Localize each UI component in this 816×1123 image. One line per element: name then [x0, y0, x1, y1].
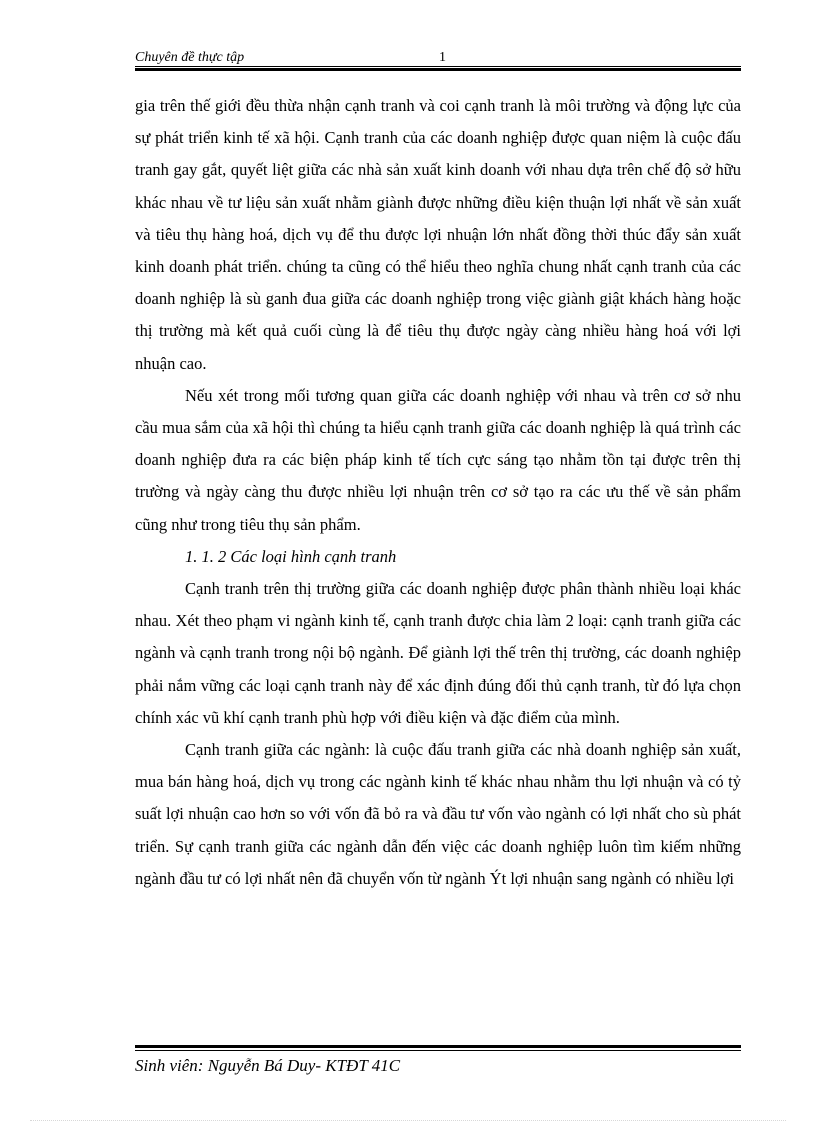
footer-rule-thick: [135, 1045, 741, 1048]
paragraph: Cạnh tranh trên thị trường giữa các doanh nghiệp được phân thành nhiều loại khác nhau. Xét theo phạm vi ngành kinh tế, cạnh tranh được chia làm 2 loại: cạnh tranh giữa các ngành và cạnh tranh trong nội bộ ngành. Để giành lợi thế trên thị trường, các doanh nghiệp phải nắm vững các loại cạnh tranh này để xác định đúng đối thủ cạnh tranh, từ đó lựa chọn chính xác vũ khí cạnh tranh phù hợp với điều kiện và đặc điểm của mình.: [135, 579, 741, 727]
document-body: [135, 90, 741, 895]
header-rule-thin: [135, 66, 741, 67]
paragraph-continued: gia trên thế giới đều thừa nhận cạnh tranh và coi cạnh tranh là môi trường và động lực của sự phát triển kinh tế xã hội. Cạnh tranh của các doanh nghiệp được quan niệm là cuộc đấu tranh gay gắt, quyết liệt giữa các nhà sản xuất kinh doanh với nhau dựa trên chế độ sở hữu khác nhau về tư liệu sản xuất nhằm giành được những điều kiện thuận lợi nhất về sản xuất và tiêu thụ hàng hoá, dịch vụ để thu được lợi nhuận lớn nhất đồng thời thúc đẩy sản xuất kinh doanh phát triển. chúng ta cũng có thể hiểu theo nghĩa chung nhất cạnh tranh của các doanh nghiệp là sù ganh đua giữa các doanh nghiệp trong việc giành giật khách hàng hoặc thị trường mà kết quả cuối cùng là để tiêu thụ được ngày càng nhiều hàng hoá với lợi nhuận cao.: [135, 96, 741, 373]
header-title: Chuyên đề thực tập: [135, 50, 245, 65]
page-number: 1: [439, 50, 446, 65]
section-heading: 1. 1. 2 Các loại hình cạnh tranh: [185, 546, 397, 566]
paragraph: Nếu xét trong mối tương quan giữa các doanh nghiệp với nhau và trên cơ sở nhu cầu mua sắm của xã hội thì chúng ta hiểu cạnh tranh giữa các doanh nghiệp là quá trình các doanh nghiệp đưa ra các biện pháp kinh tế tích cực sáng tạo nhằm tồn tại được trên thị trường và ngày càng thu được nhiều lợi nhuận trên cơ sở tạo ra các ưu thế về sản phẩm cũng như trong tiêu thụ sản phẩm.: [135, 385, 741, 534]
page-header: [135, 48, 741, 72]
page-edge-divider: [30, 1120, 786, 1121]
paragraph: Cạnh tranh giữa các ngành: là cuộc đấu tranh giữa các nhà doanh nghiệp sản xuất, mua bán hàng hoá, dịch vụ trong các ngành kinh tế khác nhau nhằm thu lợi nhuận và có tỷ suất lợi nhuận cao hơn so với vốn đã bỏ ra và đầu tư vốn vào ngành có lợi nhất cho sù phát triển. Sự cạnh tranh giữa các ngành dẫn đến việc các doanh nghiệp luôn tìm kiếm những ngành đầu tư có lợi nhất nên đã chuyển vốn từ ngành Ýt lợi nhuận sang ngành có nhiều lợi: [135, 740, 741, 888]
footer-rule-thin: [135, 1050, 741, 1051]
header-rule-thick: [135, 68, 741, 71]
footer-author: Sinh viên: Nguyễn Bá Duy- KTĐT 41C: [135, 1056, 401, 1075]
page-footer: [135, 1045, 741, 1085]
